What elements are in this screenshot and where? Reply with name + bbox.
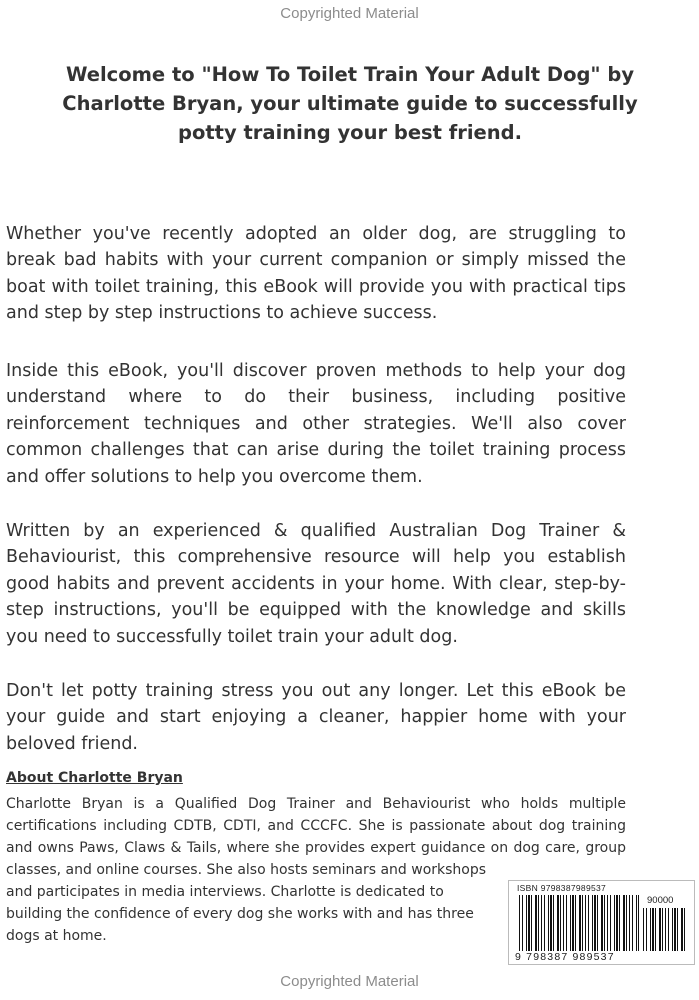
barcode-stripe — [575, 895, 576, 951]
barcode-stripe — [526, 895, 527, 951]
barcode-stripe — [643, 908, 644, 951]
copyright-watermark-top: Copyrighted Material — [280, 5, 419, 22]
barcode-stripe — [665, 908, 666, 951]
copyright-watermark-bottom: Copyrighted Material — [280, 973, 419, 990]
barcode-stripe — [535, 895, 537, 951]
barcode-stripe — [538, 895, 539, 951]
body-paragraph-1: Whether you've recently adopted an older dog, are struggling to break bad habits with your current companion or simply missed the boat with toilet training, this eBook will provide you with practical tips and step by step instructions to achieve success. — [6, 223, 626, 323]
barcode-stripe — [563, 895, 564, 951]
barcode-stripe — [629, 895, 630, 951]
barcode-stripe — [672, 908, 673, 951]
barcode-stripe — [601, 895, 603, 951]
barcode-stripe — [585, 895, 586, 951]
barcode-stripe — [650, 908, 651, 951]
isbn-barcode — [508, 880, 695, 965]
intro-heading — [30, 60, 670, 147]
barcode-stripe — [626, 895, 627, 951]
barcode-stripe — [604, 895, 605, 951]
barcode-stripe — [570, 895, 571, 951]
barcode-stripe — [557, 895, 559, 951]
intro-line: Welcome to "How To Toilet Train Your Adult Dog" by — [65, 63, 635, 86]
intro-line: Charlotte Bryan, your ultimate guide to successfully — [62, 92, 638, 115]
barcode-stripe — [519, 895, 520, 951]
barcode-stripe — [607, 895, 608, 951]
barcode-digits: 9 798387 989537 — [515, 951, 615, 963]
barcode-stripe — [531, 895, 532, 951]
barcode-stripe — [610, 895, 611, 951]
barcode-stripe — [619, 895, 620, 951]
barcode-stripe — [646, 908, 647, 951]
barcode-stripe — [566, 895, 567, 951]
barcode-addon-bars — [643, 908, 687, 951]
barcode-stripe — [572, 895, 574, 951]
barcode-stripe — [550, 895, 552, 951]
barcode-stripe — [652, 908, 654, 951]
barcode-stripe — [597, 895, 598, 951]
about-author-heading: About Charlotte Bryan — [6, 770, 183, 786]
barcode-stripe — [594, 895, 596, 951]
barcode-stripe — [560, 895, 561, 951]
barcode-stripe — [616, 895, 618, 951]
barcode-stripe — [582, 895, 583, 951]
barcode-stripe — [528, 895, 530, 951]
barcode-price-code: 90000 — [647, 895, 674, 906]
barcode-stripe — [592, 895, 593, 951]
body-paragraph-4: Don't let potty training stress you out any longer. Let this eBook be your guide and start enjoying a cleaner, happier home with your beloved friend. — [6, 680, 626, 754]
barcode-stripe — [681, 908, 683, 951]
barcode-stripe — [655, 908, 656, 951]
barcode-stripe — [677, 908, 678, 951]
barcode-stripe — [544, 895, 545, 951]
barcode-stripe — [638, 895, 639, 951]
barcode-stripe — [659, 908, 661, 951]
barcode-stripe — [579, 895, 581, 951]
barcode-stripe — [541, 895, 542, 951]
barcode-stripe — [662, 908, 663, 951]
barcode-stripe — [668, 908, 669, 951]
body-paragraph-3: Written by an experienced & qualified Australian Dog Trainer & Behaviourist, this comprehensive resource will help you establish good habits and prevent accidents in your home. With clear, step-by-step instructions, you'll be equipped with the knowledge and skills you need to successfully toilet train your adult dog. — [6, 520, 626, 647]
barcode-stripe — [588, 895, 589, 951]
barcode-stripe — [623, 895, 625, 951]
intro-line: potty training your best friend. — [177, 121, 523, 144]
barcode-stripe — [674, 908, 676, 951]
about-author-text: Charlotte Bryan is a Qualified Dog Trainer and Behaviourist who holds multiple certifications including CDTB, CDTI, and CCCFC. She is passionate about dog training and owns Paws, Claws & Tails, where she provides expert guidance on dog care, group classes, and online courses. She also hosts seminars and workshops — [6, 796, 626, 878]
isbn-label: ISBN 9798387989537 — [517, 883, 607, 893]
barcode-stripe — [522, 895, 523, 951]
barcode-stripe — [684, 908, 685, 951]
barcode-stripe — [632, 895, 633, 951]
barcode-stripe — [548, 895, 549, 951]
barcode-stripe — [553, 895, 554, 951]
barcode-bars — [519, 895, 639, 951]
about-author-text-continued: and participates in media interviews. Charlotte is dedicated to building the confidence of every dog she works with and has three dogs at home. — [6, 884, 474, 944]
barcode-stripe — [636, 895, 637, 951]
barcode-stripe — [614, 895, 615, 951]
body-paragraph-2: Inside this eBook, you'll discover proven methods to help your dog understand where to do their business, including positive reinforcement techniques and other strategies. We'll also cover common challenges that can arise during the toilet training process and offer solutions to help you overcome them. — [6, 360, 626, 487]
